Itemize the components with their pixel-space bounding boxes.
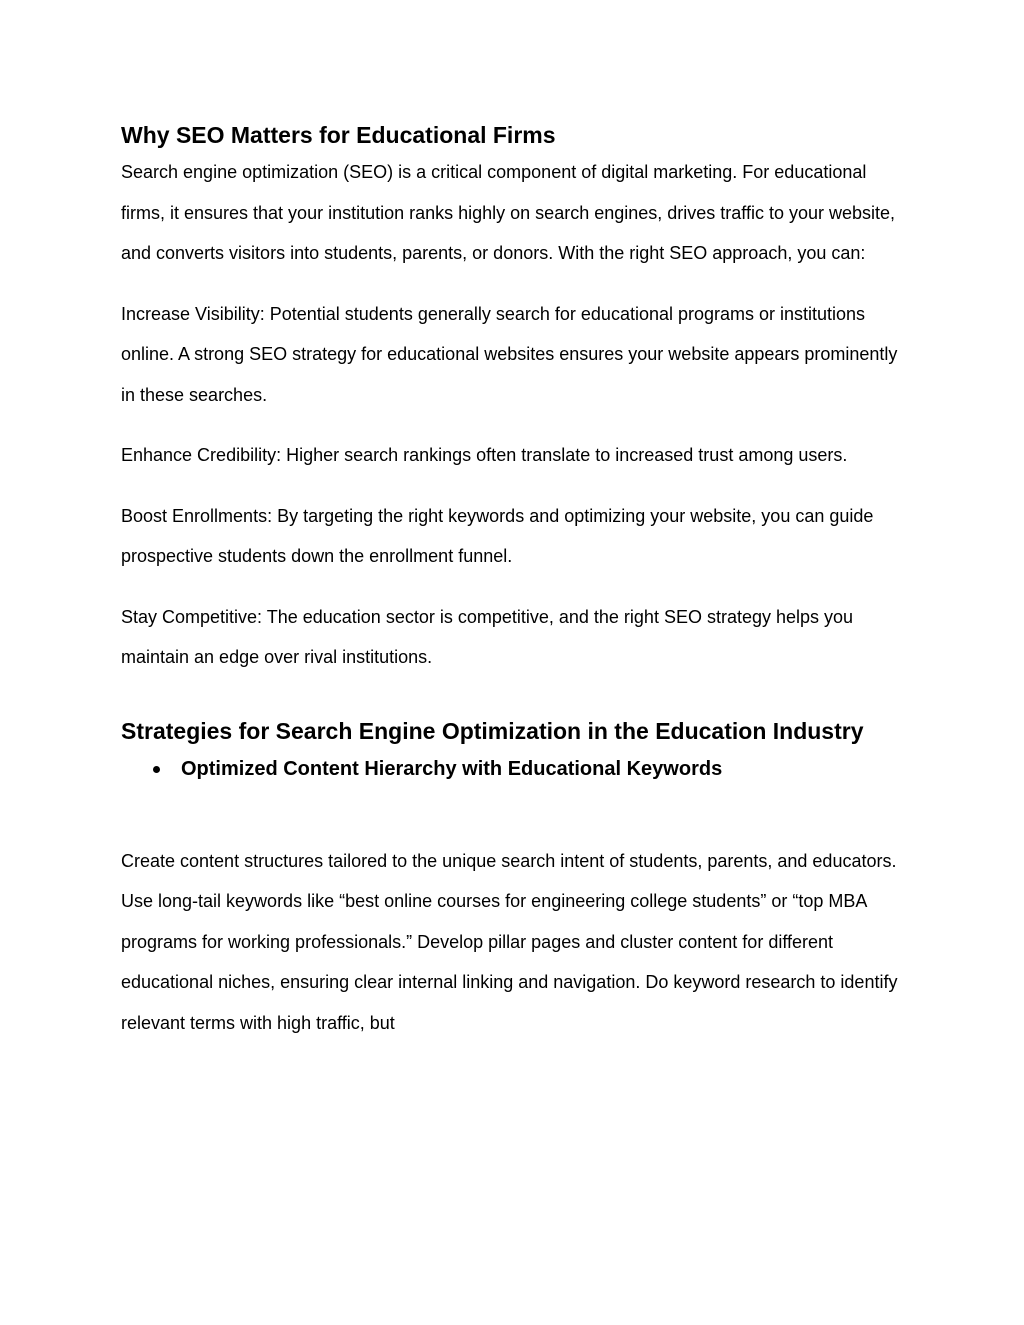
- list-item: [121, 752, 911, 786]
- bullet-dot-icon: [153, 766, 160, 773]
- strategies-bullet-list: [121, 752, 911, 786]
- point-increase-visibility: Increase Visibility: Potential students generally search for educational programs or institutions online. A strong SEO strategy for educational websites ensures your website appears prominently in these searches.: [121, 303, 898, 405]
- paragraph-spacer: [121, 415, 911, 435]
- section-heading-why-seo: Why SEO Matters for Educational Firms: [121, 122, 556, 148]
- point-enhance-credibility: Enhance Credibility: Higher search rankings often translate to increased trust among users.: [121, 445, 848, 465]
- point-stay-competitive: Stay Competitive: The education sector is competitive, and the right SEO strategy helps you maintain an edge over rival institutions.: [121, 606, 854, 667]
- paragraph-spacer: [121, 274, 911, 294]
- paragraph-spacer: [121, 577, 911, 597]
- bullet-label: Optimized Content Hierarchy with Educational Keywords: [181, 757, 723, 780]
- content-hierarchy-paragraph: Create content structures tailored to the unique search intent of students, parents, and educators. Use long-tail keywords like “best online courses for engineering college students” or “top MBA programs for working professionals.” Develop pillar pages and cluster content for different educational niches, ensuring clear internal linking and navigation. Do keyword research to identify relevant terms with high traffic, but: [121, 850, 898, 1033]
- paragraph-spacer: [121, 476, 911, 496]
- section-heading-strategies: Strategies for Search Engine Optimization in the Education Industry: [121, 717, 864, 744]
- intro-paragraph: Search engine optimization (SEO) is a critical component of digital marketing. For educational firms, it ensures that your institution ranks highly on search engines, drives traffic to your website, and converts visitors into students, parents, or donors. With the right SEO approach, you can:: [121, 162, 896, 263]
- document-page: [121, 118, 911, 1043]
- point-boost-enrollments: Boost Enrollments: By targeting the right keywords and optimizing your website, you can guide prospective students down the enrollment funnel.: [121, 505, 874, 566]
